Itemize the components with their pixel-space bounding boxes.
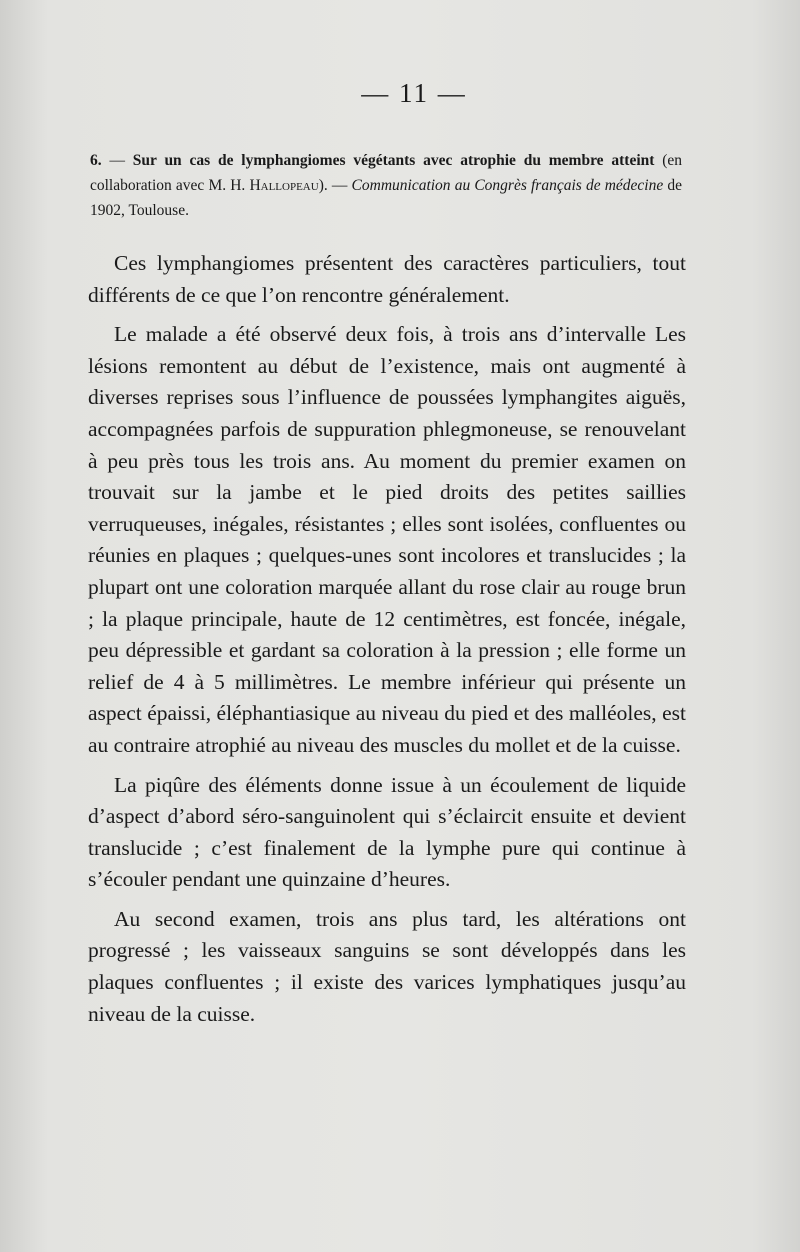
body-text (88, 248, 686, 1030)
entry-collaboration-suffix: ). (318, 177, 328, 194)
entry-number: 6. (90, 152, 102, 169)
paragraph-1: Ces lymphangiomes présentent des caractères particuliers, tout différents de ce que l’on rencontre généralement. (88, 251, 686, 307)
page-number: — 11 — (361, 78, 467, 108)
paragraph-3: La piqûre des éléments donne issue à un écoulement de liquide d’aspect d’abord séro-sanguinolent qui s’éclaircit ensuite et devient translucide ; c’est finalement de la lymphe pure qui continue à s’écouler pendant une quinzaine d’heures. (88, 772, 686, 892)
entry-collaboration-prefix: (en collaboration avec M. H. (90, 152, 683, 194)
entry-dash-2: — (331, 177, 352, 194)
entry-venue: de 1902, Toulouse. (90, 177, 683, 219)
paragraph-2: Le malade a été observé deux fois, à trois ans d’intervalle Les lésions remontent au début de l’existence, mais ont augmenté à diverses reprises sous l’influence de poussées lymphangites aiguës, accompagnées parfois de suppuration phlegmoneuse, se renouvelant à peu près tous les trois ans. Au moment du premier examen on trouvait sur la jambe et le pied droits des petites saillies verruqueuses, inégales, résistantes ; elles sont isolées, confluentes ou réunies en plaques ; quelques-unes sont incolores et translucides ; la plupart ont une coloration marquée allant du rose clair au rouge brun ; la plaque principale, haute de 12 centimètres, est foncée, inégale, peu dépressible et gardant sa coloration à la pression ; elle forme un relief de 4 à 5 millimètres. Le membre inférieur qui présente un aspect épaissi, éléphantiasique au niveau du pied et des malléoles, est au contraire atrophié au niveau des muscles du mollet et de la cuisse. (88, 322, 686, 757)
entry-dash-1: — (109, 152, 133, 169)
bibliography-entry (90, 148, 682, 223)
entry-communication: Communication au Congrès français de médecine (351, 177, 664, 194)
entry-title: Sur un cas de lymphangiomes végétants avec atrophie du membre atteint (132, 152, 655, 169)
entry-collaborator: Hallopeau (249, 177, 319, 194)
paragraph-4: Au second examen, trois ans plus tard, les altérations ont progressé ; les vaisseaux sanguins se sont développés dans les plaques confluentes ; il existe des varices lymphatiques jusqu’au niveau de la cuisse. (88, 906, 686, 1026)
